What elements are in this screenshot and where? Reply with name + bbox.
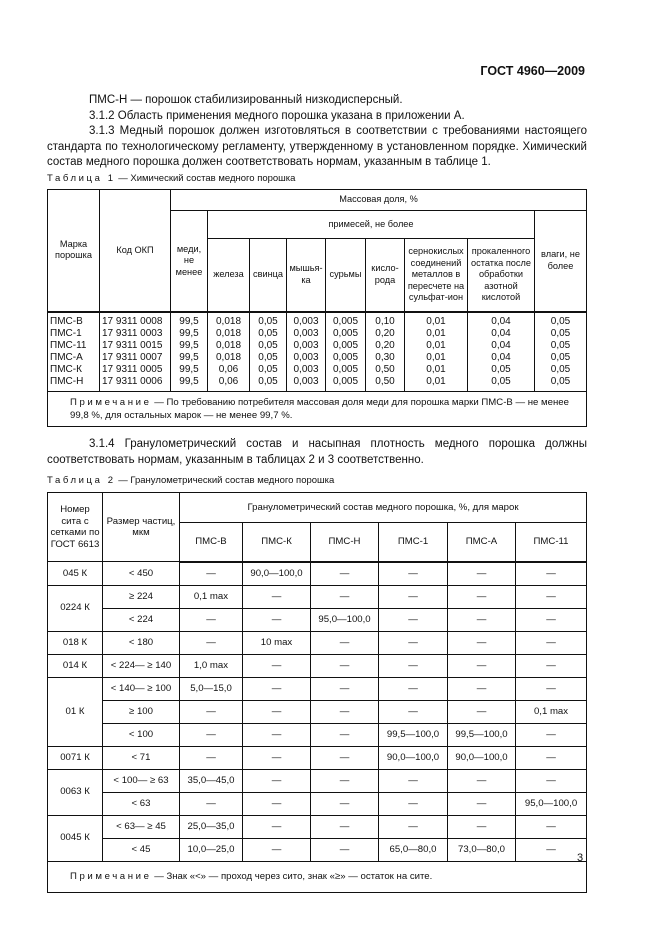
table-cell: 99,5 bbox=[171, 364, 208, 376]
particle-size: ≥ 100 bbox=[103, 700, 180, 723]
table-cell: — bbox=[379, 631, 448, 654]
table-cell: — bbox=[516, 815, 587, 838]
sieve-number: 018 К bbox=[48, 631, 103, 654]
table-cell: 0,05 bbox=[250, 376, 287, 392]
table-cell: — bbox=[379, 608, 448, 631]
table-cell: 1,0 max bbox=[180, 654, 243, 677]
table-cell: — bbox=[311, 677, 379, 700]
table-cell: 99,5—100,0 bbox=[448, 723, 516, 746]
sieve-number: 0071 К bbox=[48, 746, 103, 769]
header-lead: свинца bbox=[250, 239, 287, 312]
particle-size: < 180 bbox=[103, 631, 180, 654]
table-cell: — bbox=[516, 769, 587, 792]
table-cell: 17 9311 0003 bbox=[100, 328, 171, 340]
caption-title: — Гранулометрический состав медного порошка bbox=[115, 475, 335, 486]
table-cell: — bbox=[311, 769, 379, 792]
document-id: ГОСТ 4960—2009 bbox=[480, 64, 585, 78]
sieve-number: 0045 К bbox=[48, 815, 103, 861]
table-cell: 10 max bbox=[243, 631, 311, 654]
table-cell: — bbox=[243, 585, 311, 608]
table-cell: — bbox=[180, 792, 243, 815]
table2-note bbox=[48, 861, 587, 892]
table-cell: — bbox=[448, 585, 516, 608]
table-cell: 0,003 bbox=[287, 364, 326, 376]
table-cell: 0,04 bbox=[468, 340, 535, 352]
table-cell: — bbox=[311, 838, 379, 861]
table-cell: — bbox=[311, 815, 379, 838]
table-cell: — bbox=[516, 723, 587, 746]
table-cell: 0,05 bbox=[250, 352, 287, 364]
table-cell: ПМС-В bbox=[48, 312, 100, 328]
table-cell: 0,018 bbox=[208, 340, 250, 352]
header-grade: ПМС-В bbox=[180, 523, 243, 562]
table-row bbox=[48, 723, 587, 746]
particle-size: < 63— ≥ 45 bbox=[103, 815, 180, 838]
table-cell: — bbox=[448, 631, 516, 654]
note-text: — По требованию потребителя массовая доля меди для порошка марки ПМС-В — не менее 99,8 %, для остальных марок — не менее 99,7 %. bbox=[70, 396, 569, 421]
table-cell: — bbox=[516, 631, 587, 654]
sieve-number: 0224 К bbox=[48, 585, 103, 631]
table-row bbox=[48, 340, 587, 352]
table1-note bbox=[48, 391, 587, 426]
table-cell: 0,04 bbox=[468, 312, 535, 328]
header-group: Гранулометрический состав медного порошка, %, для марок bbox=[180, 493, 587, 523]
table-cell: — bbox=[243, 815, 311, 838]
table-cell: 99,5 bbox=[171, 376, 208, 392]
sieve-number: 01 К bbox=[48, 677, 103, 746]
table-cell: — bbox=[243, 654, 311, 677]
table-cell: — bbox=[379, 585, 448, 608]
table-cell: 0,05 bbox=[468, 364, 535, 376]
particle-size: < 224— ≥ 140 bbox=[103, 654, 180, 677]
header-moisture: влаги, не более bbox=[535, 211, 587, 312]
table-cell: 35,0—45,0 bbox=[180, 769, 243, 792]
table-row bbox=[48, 352, 587, 364]
table-cell: 99,5 bbox=[171, 340, 208, 352]
header-sulfates: сернокислых соединений металлов в пересчете на сульфат-ион bbox=[405, 239, 468, 312]
table-cell: 0,05 bbox=[535, 352, 587, 364]
header-arsenic: мышья-ка bbox=[287, 239, 326, 312]
table-cell: 0,018 bbox=[208, 328, 250, 340]
table-row bbox=[48, 769, 587, 792]
table1-caption bbox=[47, 173, 295, 184]
table-cell: 0,018 bbox=[208, 352, 250, 364]
paragraph: ПМС-Н — порошок стабилизированный низкодисперсный. bbox=[89, 94, 403, 106]
table-cell: 0,06 bbox=[208, 364, 250, 376]
table-row bbox=[48, 312, 587, 328]
particle-size: < 140— ≥ 100 bbox=[103, 677, 180, 700]
table-row bbox=[48, 792, 587, 815]
table-row bbox=[48, 328, 587, 340]
table-cell: 10,0—25,0 bbox=[180, 838, 243, 861]
table-cell: 90,0—100,0 bbox=[243, 562, 311, 586]
table-cell: — bbox=[379, 562, 448, 586]
table-cell: 99,5 bbox=[171, 352, 208, 364]
caption-label: Таблица 1 bbox=[47, 173, 116, 184]
table-cell: — bbox=[243, 746, 311, 769]
table-cell: — bbox=[180, 746, 243, 769]
table-cell: 0,05 bbox=[250, 312, 287, 328]
header-grade: ПМС-А bbox=[448, 523, 516, 562]
table-cell: — bbox=[379, 677, 448, 700]
caption-label: Таблица 2 bbox=[47, 475, 116, 486]
table-cell: — bbox=[311, 700, 379, 723]
table-cell: — bbox=[311, 792, 379, 815]
table-cell: — bbox=[311, 654, 379, 677]
table-cell: 99,5—100,0 bbox=[379, 723, 448, 746]
table-cell: 0,04 bbox=[468, 352, 535, 364]
table-row bbox=[48, 746, 587, 769]
table-cell: 99,5 bbox=[171, 328, 208, 340]
header-grade: Марка порошка bbox=[48, 190, 100, 312]
table-cell: — bbox=[448, 815, 516, 838]
table-cell: 0,05 bbox=[535, 376, 587, 392]
header-iron: железа bbox=[208, 239, 250, 312]
particle-size: < 100— ≥ 63 bbox=[103, 769, 180, 792]
table-cell: — bbox=[180, 723, 243, 746]
table-cell: — bbox=[516, 562, 587, 586]
table-cell: 90,0—100,0 bbox=[448, 746, 516, 769]
table-cell: — bbox=[180, 608, 243, 631]
table-cell: ПМС-К bbox=[48, 364, 100, 376]
table-cell: — bbox=[448, 769, 516, 792]
sieve-number: 045 К bbox=[48, 562, 103, 586]
particle-size: < 45 bbox=[103, 838, 180, 861]
table-cell: — bbox=[243, 792, 311, 815]
table-cell: — bbox=[311, 585, 379, 608]
table-cell: — bbox=[448, 677, 516, 700]
table-cell: — bbox=[180, 631, 243, 654]
table-cell: 73,0—80,0 bbox=[448, 838, 516, 861]
sieve-number: 0063 К bbox=[48, 769, 103, 815]
table-cell: ПМС-11 bbox=[48, 340, 100, 352]
table-cell: — bbox=[379, 769, 448, 792]
table-row bbox=[48, 562, 587, 586]
table-cell: 0,10 bbox=[366, 312, 405, 328]
table-cell: 0,005 bbox=[326, 352, 366, 364]
table-cell: 0,05 bbox=[535, 312, 587, 328]
table-cell: 0,05 bbox=[250, 328, 287, 340]
table-cell: 65,0—80,0 bbox=[379, 838, 448, 861]
table-cell: 0,018 bbox=[208, 312, 250, 328]
table-cell: 0,01 bbox=[405, 376, 468, 392]
table-cell: 0,30 bbox=[366, 352, 405, 364]
header-copper: меди, не менее bbox=[171, 211, 208, 312]
table-cell: ПМС-1 bbox=[48, 328, 100, 340]
granulometric-table bbox=[47, 492, 587, 893]
table-cell: 0,05 bbox=[535, 364, 587, 376]
header-grade: ПМС-1 bbox=[379, 523, 448, 562]
table-cell: 0,05 bbox=[535, 340, 587, 352]
table-row bbox=[48, 677, 587, 700]
table-cell: — bbox=[311, 562, 379, 586]
particle-size: < 71 bbox=[103, 746, 180, 769]
table-row bbox=[48, 838, 587, 861]
table-row bbox=[48, 364, 587, 376]
table-cell: — bbox=[516, 585, 587, 608]
table-cell: ПМС-Н bbox=[48, 376, 100, 392]
table-cell: — bbox=[311, 746, 379, 769]
table-cell: — bbox=[243, 700, 311, 723]
table-cell: 0,05 bbox=[250, 340, 287, 352]
table-row bbox=[48, 654, 587, 677]
table-cell: — bbox=[516, 677, 587, 700]
header-impurities: примесей, не более bbox=[208, 211, 535, 239]
table-cell: 0,003 bbox=[287, 340, 326, 352]
intro-paragraphs bbox=[47, 93, 587, 171]
table-cell: 0,06 bbox=[208, 376, 250, 392]
table-cell: 0,003 bbox=[287, 376, 326, 392]
particle-size: < 224 bbox=[103, 608, 180, 631]
paragraph: 3.1.2 Область применения медного порошка указана в приложении А. bbox=[89, 109, 465, 122]
header-size: Размер частиц, мкм bbox=[103, 493, 180, 562]
table-cell: 0,20 bbox=[366, 328, 405, 340]
table-cell: 0,20 bbox=[366, 340, 405, 352]
table-cell: 17 9311 0015 bbox=[100, 340, 171, 352]
note-label: Примечание bbox=[70, 396, 152, 408]
table-cell: 0,005 bbox=[326, 328, 366, 340]
table-cell: — bbox=[379, 654, 448, 677]
particle-size: < 450 bbox=[103, 562, 180, 586]
table-cell: 95,0—100,0 bbox=[311, 608, 379, 631]
table-cell: — bbox=[379, 815, 448, 838]
table-cell: — bbox=[448, 700, 516, 723]
table-cell: 0,50 bbox=[366, 376, 405, 392]
header-antimony: сурьмы bbox=[326, 239, 366, 312]
header-grade: ПМС-11 bbox=[516, 523, 587, 562]
caption-title: — Химический состав медного порошка bbox=[115, 173, 296, 184]
table-cell: — bbox=[516, 654, 587, 677]
table-cell: 0,01 bbox=[405, 328, 468, 340]
table-cell: 0,003 bbox=[287, 312, 326, 328]
table-cell: — bbox=[311, 723, 379, 746]
sieve-number: 014 К bbox=[48, 654, 103, 677]
table-row bbox=[48, 815, 587, 838]
paragraph-3-1-4 bbox=[47, 437, 587, 468]
table-cell: 0,005 bbox=[326, 364, 366, 376]
table-row bbox=[48, 376, 587, 392]
header-okp: Код ОКП bbox=[100, 190, 171, 312]
table-cell: 17 9311 0005 bbox=[100, 364, 171, 376]
table-cell: — bbox=[448, 654, 516, 677]
header-oxygen: кисло-рода bbox=[366, 239, 405, 312]
table-cell: 0,01 bbox=[405, 312, 468, 328]
table-cell: 0,01 bbox=[405, 352, 468, 364]
page-number: 3 bbox=[577, 852, 584, 864]
table-cell: — bbox=[180, 700, 243, 723]
table-cell: — bbox=[448, 562, 516, 586]
header-grade: ПМС-К bbox=[243, 523, 311, 562]
table-cell: 0,1 max bbox=[180, 585, 243, 608]
table-cell: 0,005 bbox=[326, 340, 366, 352]
table-cell: 0,1 max bbox=[516, 700, 587, 723]
table-cell: 0,005 bbox=[326, 312, 366, 328]
table2-caption bbox=[47, 475, 334, 486]
table-cell: — bbox=[448, 792, 516, 815]
table-cell: 5,0—15,0 bbox=[180, 677, 243, 700]
table-cell: — bbox=[243, 677, 311, 700]
table-cell: 0,04 bbox=[468, 328, 535, 340]
table-cell: 0,003 bbox=[287, 328, 326, 340]
header-mass: Массовая доля, % bbox=[171, 190, 587, 211]
table-cell: — bbox=[448, 608, 516, 631]
table-cell: 17 9311 0007 bbox=[100, 352, 171, 364]
table-cell: 0,05 bbox=[250, 364, 287, 376]
table-cell: — bbox=[516, 746, 587, 769]
table-cell: 0,005 bbox=[326, 376, 366, 392]
table-row bbox=[48, 585, 587, 608]
table-cell: — bbox=[379, 700, 448, 723]
table-cell: 95,0—100,0 bbox=[516, 792, 587, 815]
note-text: — Знак «<» — проход через сито, знак «≥» — остаток на сите. bbox=[151, 871, 433, 882]
particle-size: ≥ 224 bbox=[103, 585, 180, 608]
table-cell: 17 9311 0008 bbox=[100, 312, 171, 328]
table-cell: — bbox=[379, 792, 448, 815]
table-cell: 90,0—100,0 bbox=[379, 746, 448, 769]
table2-body bbox=[48, 562, 587, 862]
table-cell: — bbox=[516, 608, 587, 631]
table-cell: 0,50 bbox=[366, 364, 405, 376]
header-sieve: Номер сита с сетками по ГОСТ 6613 bbox=[48, 493, 103, 562]
table-cell: 0,01 bbox=[405, 340, 468, 352]
note-label: Примечание bbox=[70, 871, 152, 882]
paragraph: 3.1.3 Медный порошок должен изготовляться в соответствии с требованиями настоящего стандарта по технологическому регламенту, утвержденному в установленном порядке. Химический состав медного порошка должен соответствовать нормам, указанным в таблице 1. bbox=[47, 125, 587, 168]
table-cell: — bbox=[311, 631, 379, 654]
table-cell: — bbox=[243, 723, 311, 746]
table-cell: — bbox=[180, 562, 243, 586]
table-row bbox=[48, 608, 587, 631]
table-cell: — bbox=[243, 838, 311, 861]
table-row bbox=[48, 631, 587, 654]
table-cell: 0,01 bbox=[405, 364, 468, 376]
paragraph: 3.1.4 Гранулометрический состав и насыпная плотность медного порошка должны соответствовать нормам, указанным в таблицах 2 и 3 соответственно. bbox=[47, 438, 587, 466]
chemical-composition-table bbox=[47, 189, 587, 427]
header-residue: прокаленного остатка после обработки азотной кислотой bbox=[468, 239, 535, 312]
table-cell: — bbox=[243, 608, 311, 631]
table-cell: 17 9311 0006 bbox=[100, 376, 171, 392]
header-grade: ПМС-Н bbox=[311, 523, 379, 562]
table-cell: 0,05 bbox=[535, 328, 587, 340]
table-cell: 0,003 bbox=[287, 352, 326, 364]
table-cell: 99,5 bbox=[171, 312, 208, 328]
table-cell: — bbox=[516, 838, 587, 861]
particle-size: < 100 bbox=[103, 723, 180, 746]
table-cell: 25,0—35,0 bbox=[180, 815, 243, 838]
table-cell: — bbox=[243, 769, 311, 792]
table-row bbox=[48, 700, 587, 723]
table1-body bbox=[48, 312, 587, 392]
table-cell: ПМС-А bbox=[48, 352, 100, 364]
table-cell: 0,05 bbox=[468, 376, 535, 392]
particle-size: < 63 bbox=[103, 792, 180, 815]
